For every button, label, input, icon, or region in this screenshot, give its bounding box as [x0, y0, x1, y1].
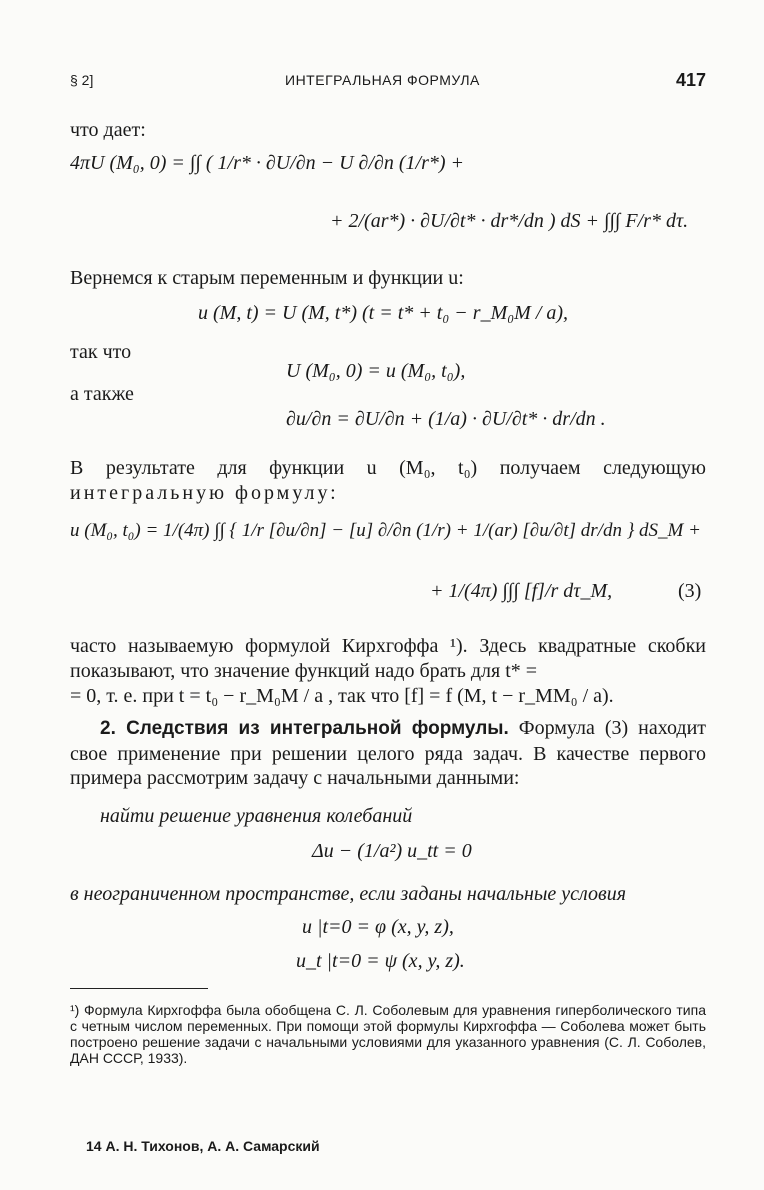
- footnote-divider: [70, 988, 208, 989]
- section-2-paragraph: [70, 716, 706, 791]
- equation-3-line1: u (M₀, t₀) = 1/(4π) ∫∫ { 1/r [∂u/∂n] − [u] ∂/∂n (1/r) + 1/(ar) [∂u/∂t] dr/dn } dS_M +: [70, 520, 701, 541]
- section-body: Формула (3) находит свое применение при решении целого ряда задач. В качестве первого примера рассмотрим задачу с начальными данными:: [70, 717, 707, 789]
- task-statement: найти решение уравнения колебаний: [100, 805, 413, 827]
- kirchhoff-paragraph: часто называемую формулой Кирхгоффа ¹). Здесь квадратные скобки показывают, что значение функций надо брать для t* =: [70, 635, 706, 682]
- so-that-label: так что: [70, 341, 132, 363]
- equation-number: (3): [678, 580, 702, 602]
- running-title: ИНТЕГРАЛЬНАЯ ФОРМУЛА: [285, 72, 480, 88]
- kirchhoff-paragraph-cont: = 0, т. е. при t = t₀ − r_M₀M / a , так что [f] = f (M, t − r_MM₀ / a).: [70, 685, 614, 707]
- intro-text: что дает:: [70, 119, 146, 141]
- result-spaced-text: интегральную формулу:: [70, 481, 339, 504]
- equation-initial-value: U (M₀, 0) = u (M₀, t₀),: [286, 360, 466, 382]
- equation-kirchhoff-line1: 4πU (M₀, 0) = ∫∫ ( 1/r* · ∂U/∂n − U ∂/∂n (1/r*) +: [70, 152, 465, 174]
- footnote: ¹) Формула Кирхгоффа была обобщена С. Л. Соболевым для уравнения гиперболического типа с четным числом переменных. При помощи этой формулы Кирхгоффа — Соболева может быть построено решение задачи с начальными условиями для указанного уравнения (С. Л. Соболев, ДАН СССР, 1933).: [70, 1002, 706, 1066]
- equation-wave: Δu − (1/a²) u_tt = 0: [312, 840, 472, 862]
- space-statement: в неограниченном пространстве, если заданы начальные условия: [70, 883, 626, 905]
- section-marker: § 2]: [70, 72, 94, 88]
- equation-kirchhoff-line2: + 2/(ar*) · ∂U/∂t* · dr*/dn ) dS + ∫∫∫ F/r* dτ.: [330, 210, 689, 232]
- equation-normal-derivative: ∂u/∂n = ∂U/∂n + (1/a) · ∂U/∂t* · dr/dn .: [286, 408, 606, 430]
- equation-3-line2: + 1/(4π) ∫∫∫ [f]/r dτ_M,: [430, 580, 613, 602]
- also-label: а также: [70, 383, 134, 405]
- result-text: В результате для функции u (M₀, t₀) получаем следующую: [70, 457, 706, 479]
- page-number: 417: [676, 70, 707, 90]
- equation-initial-condition-ut: u_t |t=0 = ψ (x, y, z).: [296, 950, 465, 972]
- return-sentence: Вернемся к старым переменным и функции u:: [70, 267, 464, 289]
- equation-initial-condition-u: u |t=0 = φ (x, y, z),: [302, 916, 454, 938]
- section-title: 2. Следствия из интегральной формулы.: [100, 718, 509, 739]
- printer-signature: 14 А. Н. Тихонов, А. А. Самарский: [86, 1138, 320, 1154]
- result-paragraph: [70, 456, 706, 505]
- equation-variable-change: u (M, t) = U (M, t*) (t = t* + t₀ − r_M₀M / a),: [198, 302, 569, 324]
